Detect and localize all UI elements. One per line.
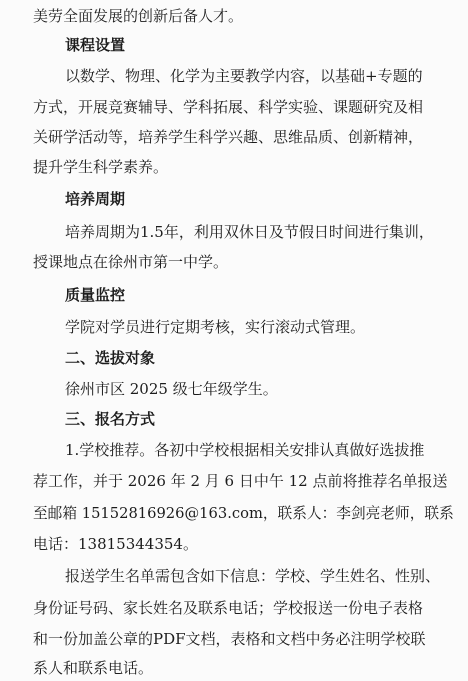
course-line-3: 关研学活动等，培养学生科学兴趣、思维品质、创新精神， [33,128,424,146]
cycle-heading: 培养周期 [65,190,126,208]
course-line-2: 方式，开展竞赛辅导、学科拓展、科学实验、课题研究及相 [33,98,424,116]
course-heading: 课程设置 [65,36,126,54]
selection-heading: 二、选拔对象 [65,349,156,367]
intro-tail-text: 美劳全面发展的创新后备人才。 [33,7,244,25]
cycle-line-2: 授课地点在徐州市第一中学。 [33,253,229,271]
course-line-4: 提升学生科学素养。 [33,158,169,176]
course-line-1: 以数学、物理、化学为主要教学内容，以基础+专题的 [65,67,423,85]
signup-line-4: 电话：13815344354。 [33,535,198,553]
cycle-line-1: 培养周期为1.5年，利用双休日及节假日时间进行集训， [65,223,434,241]
quality-heading: 质量监控 [65,286,126,304]
selection-line-1: 徐州市区 2025 级七年级学生。 [65,380,278,398]
quality-line-1: 学院对学员进行定期考核，实行滚动式管理。 [65,318,366,336]
signup-line-8: 系人和联系电话。 [33,659,154,677]
signup-line-6: 身份证号码、家长姓名及联系电话；学校报送一份电子表格 [33,599,424,617]
signup-line-7: 和一份加盖公章的PDF文档，表格和文档中务必注明学校联 [33,630,426,648]
signup-heading: 三、报名方式 [65,410,156,428]
signup-line-3: 至邮箱 15152816926@163.com，联系人：李剑亮老师，联系 [33,504,454,522]
signup-line-2: 荐工作，并于 2026 年 2 月 6 日中午 12 点前将推荐名单报送 [33,472,448,490]
signup-line-5: 报送学生名单需包含如下信息：学校、学生姓名、性别、 [65,567,441,585]
signup-line-1: 1.学校推荐。各初中学校根据相关安排认真做好选拔推 [65,441,425,459]
